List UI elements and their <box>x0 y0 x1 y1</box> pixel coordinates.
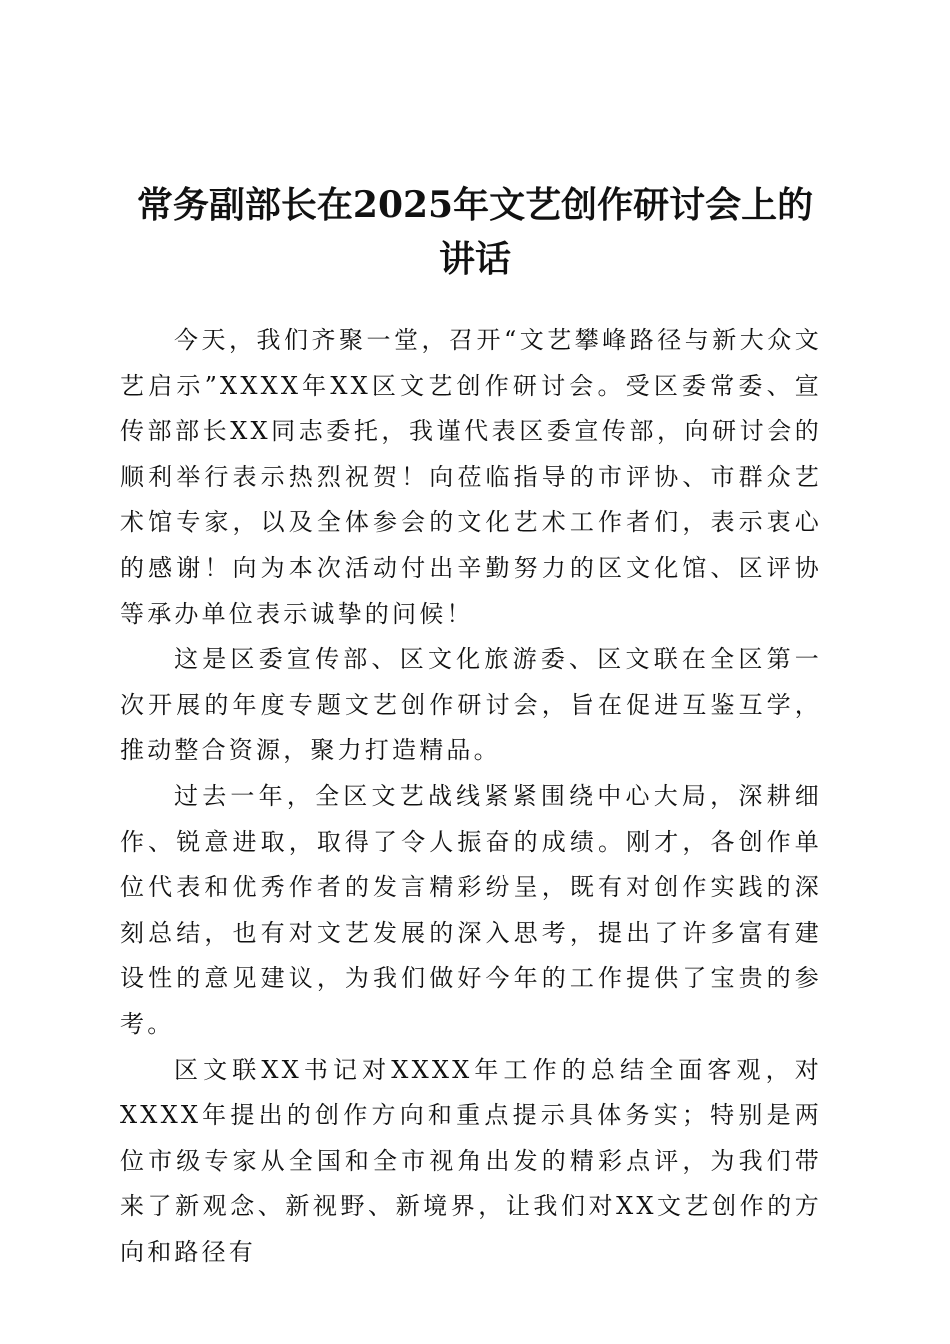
document-body <box>120 318 822 1275</box>
document-title: 常务副部长在2025年文艺创作研讨会上的讲话 <box>136 184 814 280</box>
paragraph-3: 过去一年，全区文艺战线紧紧围绕中心大局，深耕细作、锐意进取，取得了令人振奋的成绩。刚才，各创作单位代表和优秀作者的发言精彩纷呈，既有对创作实践的深刻总结，也有对文艺发展的深入思考，提出了许多富有建设性的意见建议，为我们做好今年的工作提供了宝贵的参考。 <box>120 781 822 1038</box>
paragraph-4: 区文联XX书记对XXXX年工作的总结全面客观，对XXXX年提出的创作方向和重点提示具体务实；特别是两位市级专家从全国和全市视角出发的精彩点评，为我们带来了新观念、新视野、新境界，让我们对XX文艺创作的方向和路径有 <box>120 1055 822 1266</box>
paragraph-1: 今天，我们齐聚一堂，召开“文艺攀峰路径与新大众文艺启示”XXXX年XX区文艺创作研讨会。受区委常委、宣传部部长XX同志委托，我谨代表区委宣传部，向研讨会的顺利举行表示热烈祝贺！向莅临指导的市评协、市群众艺术馆专家，以及全体参会的文化艺术工作者们，表示衷心的感谢！向为本次活动付出辛勤努力的区文化馆、区评协等承办单位表示诚挚的问候！ <box>120 326 822 628</box>
paragraph-2: 这是区委宣传部、区文化旅游委、区文联在全区第一次开展的年度专题文艺创作研讨会，旨在促进互鉴互学，推动整合资源，聚力打造精品。 <box>120 645 822 765</box>
